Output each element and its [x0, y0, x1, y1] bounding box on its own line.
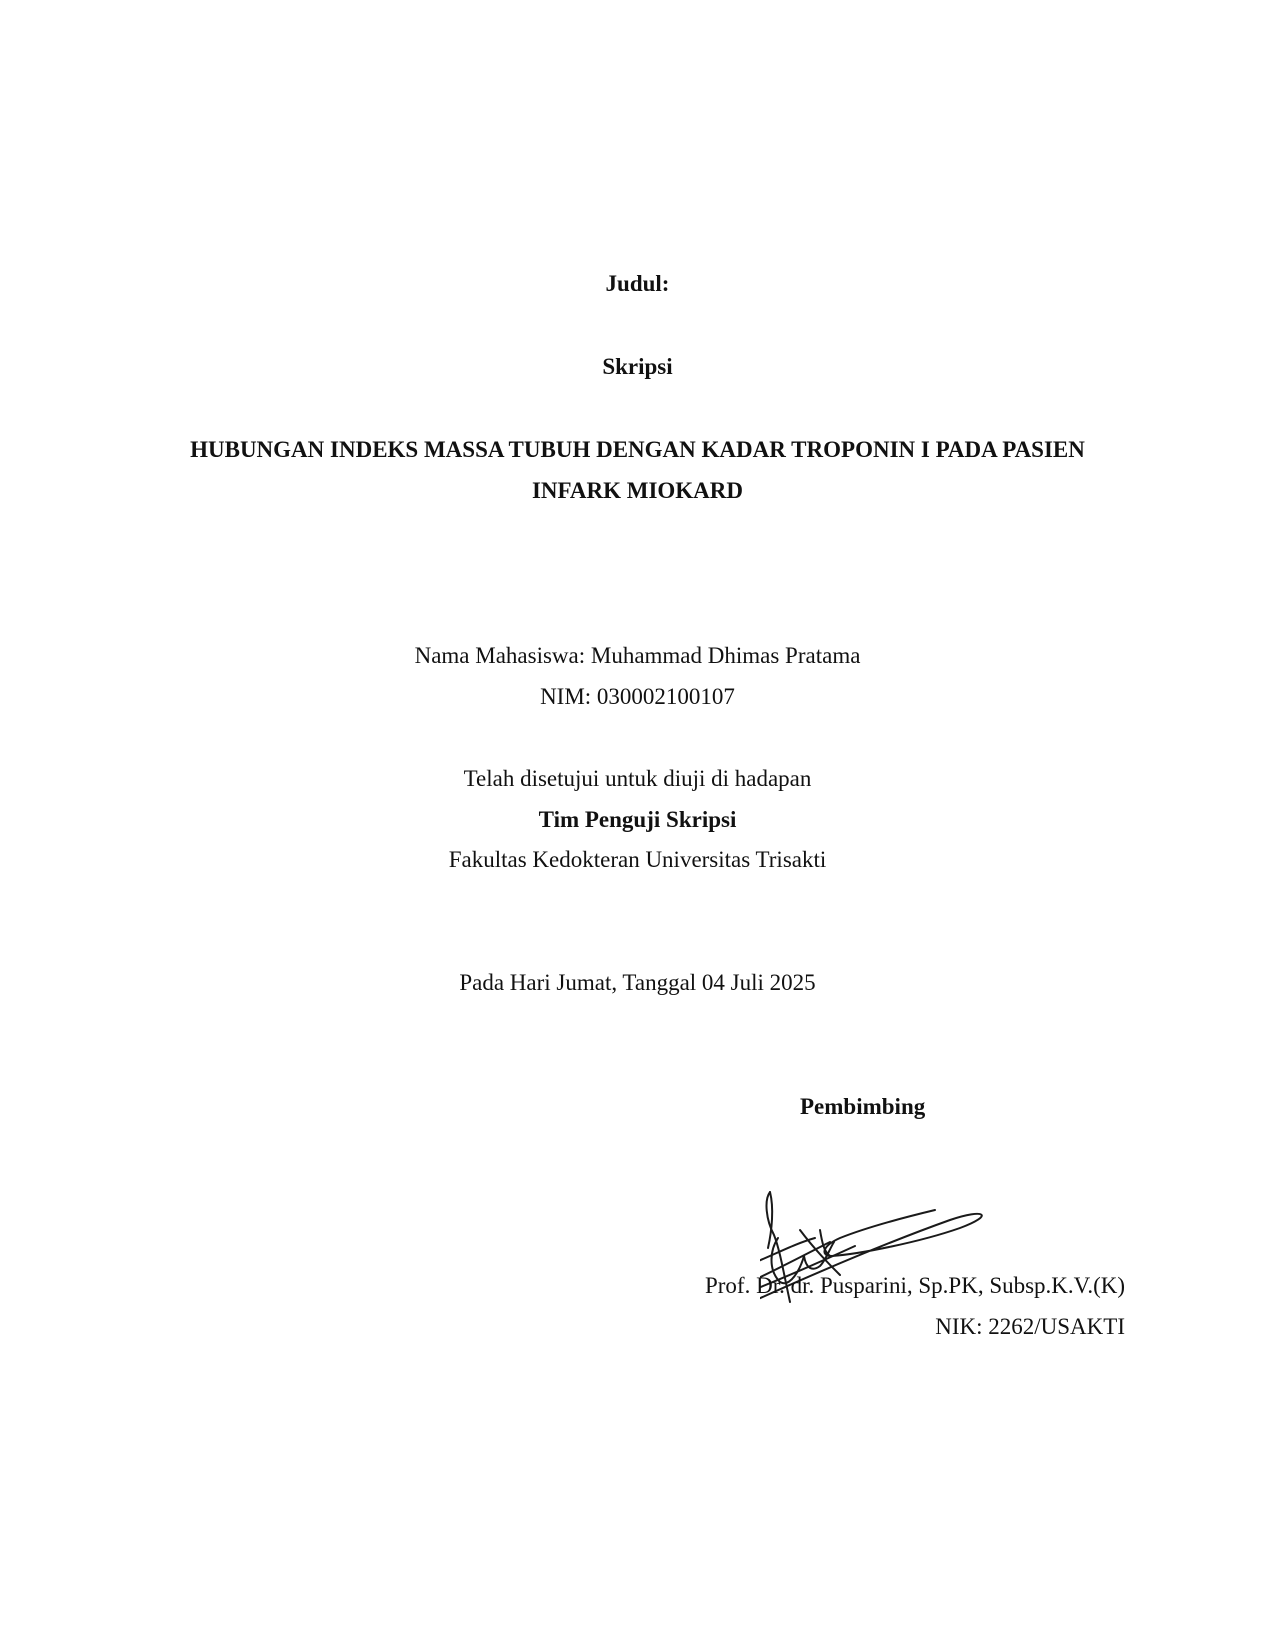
label-skripsi: Skripsi [602, 354, 673, 379]
exam-date: Pada Hari Jumat, Tanggal 04 Juli 2025 [459, 970, 816, 995]
advisor-nik: NIK: 2262/USAKTI [935, 1314, 1125, 1339]
advisor-name: Prof. Dr. dr. Pusparini, Sp.PK, Subsp.K.V.(K) [704, 1273, 1125, 1298]
thesis-title-line-1: HUBUNGAN INDEKS MASSA TUBUH DENGAN KADAR TROPONIN I PADA PASIEN [190, 437, 1085, 462]
advisor-label: Pembimbing [800, 1094, 926, 1119]
committee-name: Tim Penguji Skripsi [538, 807, 737, 832]
student-nim: NIM: 030002100107 [540, 684, 735, 709]
thesis-title-line-2: INFARK MIOKARD [531, 478, 744, 503]
student-name: Nama Mahasiswa: Muhammad Dhimas Pratama [414, 643, 861, 668]
label-judul: Judul: [605, 271, 670, 296]
faculty-name: Fakultas Kedokteran Universitas Trisakti [448, 847, 827, 872]
approval-text: Telah disetujui untuk diuji di hadapan [463, 766, 812, 791]
